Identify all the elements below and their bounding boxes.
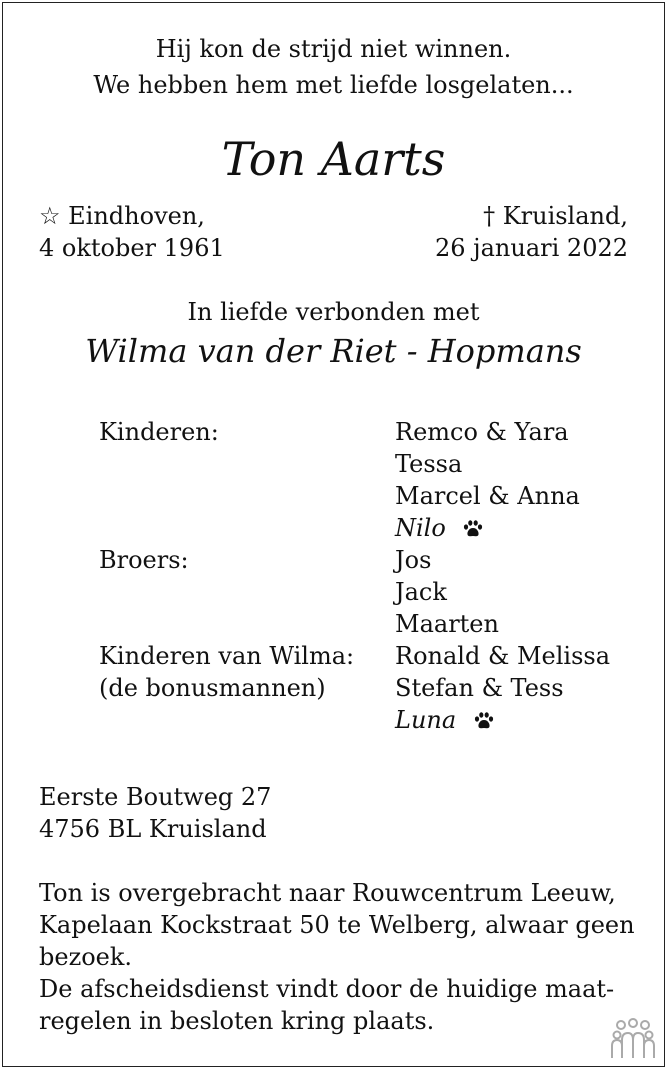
wilma-kid-1: Ronald & Melissa: [395, 642, 611, 670]
birth-place: [39, 200, 205, 232]
kind-2: Tessa: [395, 450, 463, 478]
pet-1-name: Nilo: [395, 514, 446, 542]
kind-1: Remco & Yara: [395, 418, 569, 446]
partner-intro: In liefde verbonden met: [187, 298, 480, 326]
notice-line-2: Kapelaan Kockstraat 50 te Welberg, alwaar geen: [39, 911, 635, 939]
intro-line-2: We hebben hem met liefde losgelaten...: [93, 71, 574, 99]
deceased-name: Ton Aarts: [221, 132, 446, 186]
death-place: [483, 200, 628, 232]
broer-2: Jack: [395, 578, 447, 606]
star-icon: ☆: [39, 202, 61, 230]
pet-1: [395, 512, 483, 544]
death-date: 26 januari 2022: [435, 234, 628, 262]
wilma-kids-sublabel: (de bonusmannen): [99, 674, 326, 702]
address-line-2: 4756 BL Kruisland: [39, 815, 267, 843]
notice-line-5: regelen in besloten kring plaats.: [39, 1007, 435, 1035]
broer-1: Jos: [395, 546, 432, 574]
partner-name: Wilma van der Riet - Hopmans: [85, 332, 582, 370]
wilma-kids-label: Kinderen van Wilma:: [99, 642, 355, 670]
notice-line-1: Ton is overgebracht naar Rouwcentrum Leeuw,: [39, 879, 616, 907]
death-place-text: Kruisland,: [502, 202, 628, 230]
paw-icon: [463, 520, 483, 538]
people-group-logo: [609, 1018, 657, 1060]
dagger-icon: †: [483, 202, 496, 230]
birth-place-text: Eindhoven,: [68, 202, 205, 230]
broer-3: Maarten: [395, 610, 499, 638]
broers-label: Broers:: [99, 546, 189, 574]
intro-line-1: Hij kon de strijd niet winnen.: [155, 35, 512, 63]
kind-3: Marcel & Anna: [395, 482, 580, 510]
birth-date: 4 oktober 1961: [39, 234, 225, 262]
notice-line-4: De afscheidsdienst vindt door de huidige maat-: [39, 975, 615, 1003]
address-line-1: Eerste Boutweg 27: [39, 783, 272, 811]
pet-2: [395, 704, 494, 736]
kinderen-label: Kinderen:: [99, 418, 219, 446]
pet-2-name: Luna: [395, 706, 457, 734]
notice-line-3: bezoek.: [39, 943, 133, 971]
death-notice-card: [2, 2, 665, 1067]
wilma-kid-2: Stefan & Tess: [395, 674, 564, 702]
paw-icon: [474, 712, 494, 730]
